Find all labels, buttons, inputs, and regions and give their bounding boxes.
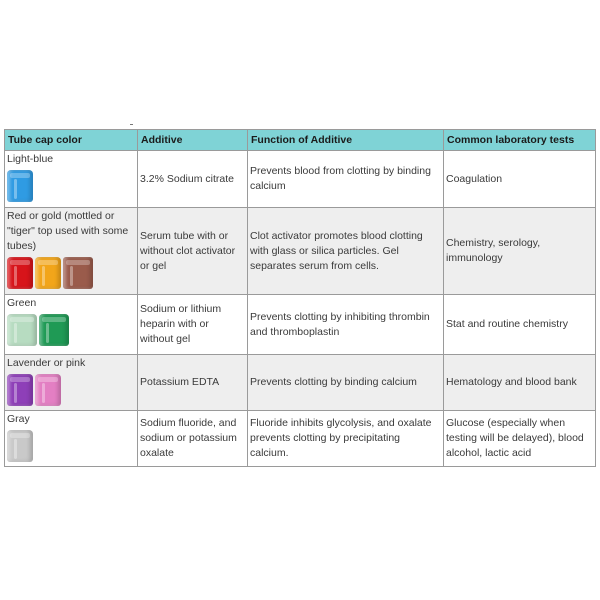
table-row (5, 411, 596, 467)
function-cell: Prevents blood from clotting by binding calcium (248, 151, 444, 208)
tests-cell: Stat and routine chemistry (444, 295, 596, 355)
function-cell: Prevents clotting by inhibiting thrombin and thromboplastin (248, 295, 444, 355)
cap-color-label: Lavender or pink (7, 357, 86, 369)
header-tube-cap-color: Tube cap color (5, 130, 138, 151)
cap-color-cell (5, 208, 138, 295)
tube-cap-image (63, 257, 93, 289)
additive-cell: Potassium EDTA (138, 355, 248, 411)
additive-cell: 3.2% Sodium citrate (138, 151, 248, 208)
tube-images (7, 314, 135, 346)
tube-cap-image (35, 257, 61, 289)
tests-cell: Glucose (especially when testing will be delayed), blood alcohol, lactic acid (444, 411, 596, 467)
cap-color-label: Light-blue (7, 153, 54, 165)
cap-color-label: Green (7, 297, 37, 309)
cap-color-label: Red or gold (mottled or "tiger" top used with some tubes) (7, 210, 129, 252)
tube-cap-image (7, 314, 37, 346)
function-cell: Prevents clotting by binding calcium (248, 355, 444, 411)
tests-cell: Hematology and blood bank (444, 355, 596, 411)
tube-images (7, 374, 135, 406)
tests-cell: Coagulation (444, 151, 596, 208)
tube-cap-image (35, 374, 61, 406)
header-tests: Common laboratory tests (444, 130, 596, 151)
function-cell: Fluoride inhibits glycolysis, and oxalate prevents clotting by precipitating calcium. (248, 411, 444, 467)
tube-images (7, 257, 135, 289)
tube-images (7, 170, 135, 202)
tube-cap-image (7, 170, 33, 202)
table-header-row (5, 130, 596, 151)
tube-cap-image (39, 314, 69, 346)
additive-cell: Serum tube with or without clot activator or gel (138, 208, 248, 295)
cap-color-cell (5, 295, 138, 355)
tube-images (7, 430, 135, 462)
cap-color-cell (5, 151, 138, 208)
tube-cap-image (7, 257, 33, 289)
tests-cell: Chemistry, serology, immunology (444, 208, 596, 295)
header-additive: Additive (138, 130, 248, 151)
header-function: Function of Additive (248, 130, 444, 151)
function-cell: Clot activator promotes blood clotting with glass or silica particles. Gel separates serum from cells. (248, 208, 444, 295)
cap-color-cell (5, 411, 138, 467)
cap-color-cell (5, 355, 138, 411)
table-row (5, 151, 596, 208)
tube-cap-image (7, 430, 33, 462)
tube-color-table-container (4, 129, 595, 467)
table-row (5, 355, 596, 411)
cap-color-label: Gray (7, 413, 30, 425)
tube-color-table (4, 129, 596, 467)
additive-cell: Sodium or lithium heparin with or without gel (138, 295, 248, 355)
additive-cell: Sodium fluoride, and sodium or potassium oxalate (138, 411, 248, 467)
table-row (5, 295, 596, 355)
tube-cap-image (7, 374, 33, 406)
table-row (5, 208, 596, 295)
stray-mark (130, 124, 133, 125)
